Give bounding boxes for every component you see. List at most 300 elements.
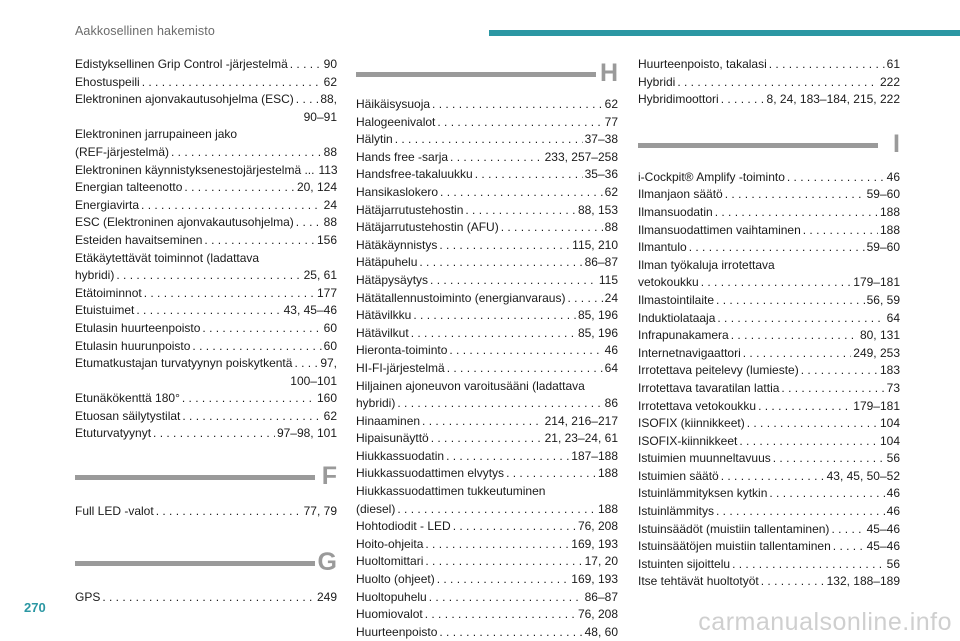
index-term: Elektroninen ajonvakautusohjelma (ESC) (75, 92, 294, 107)
dot-leader (422, 413, 543, 431)
index-term: hybridi) (75, 268, 115, 283)
index-term: Hieronta-toiminto (356, 343, 448, 358)
index-entry (638, 485, 900, 503)
index-entry (356, 465, 618, 483)
entry-heading: Elektroninen jarrupaineen jako (75, 127, 238, 142)
dot-leader (781, 380, 884, 398)
index-entry (638, 415, 900, 433)
dot-leader (447, 360, 603, 378)
index-pages: 188 (879, 222, 900, 237)
header-accent-bar (489, 30, 960, 36)
entry-heading: Ilman työkaluja irrotettava (638, 257, 775, 272)
index-entry (75, 197, 337, 215)
index-term: Istuimien muunneltavuus (638, 451, 771, 466)
index-pages: 115 (598, 272, 618, 287)
index-term: Edistyksellinen Grip Control -järjestelmä (75, 57, 288, 71)
index-entry (356, 96, 618, 114)
index-pages: 24 (604, 290, 618, 305)
index-term: Istuinsäätöjen muistiin tallentaminen (638, 539, 831, 554)
index-term: HI-FI-järjestelmä (356, 360, 445, 375)
header-title: Aakkosellinen hakemisto (75, 24, 215, 38)
index-entry (356, 149, 618, 167)
index-pages: 97, (320, 356, 337, 371)
index-entry (638, 362, 900, 380)
index-entry (356, 272, 618, 290)
index-term: Full LED -valot (75, 504, 154, 519)
index-pages: 76, 208 (577, 519, 618, 534)
index-entry (75, 179, 337, 197)
dot-leader (769, 485, 884, 503)
index-entry (356, 448, 618, 466)
entry-group (75, 144, 337, 250)
entry-group (75, 267, 337, 373)
index-entry (638, 74, 900, 92)
index-term: Elektroninen käynnistyksenestojärjestelmä ... (75, 162, 315, 177)
index-pages: 61 (886, 57, 900, 71)
index-entry (75, 338, 337, 356)
dot-leader (153, 425, 275, 443)
index-term: Istuinlämmityksen kytkin (638, 486, 768, 501)
index-pages: 177 (316, 285, 337, 300)
index-pages: 249, 253 (853, 345, 900, 360)
dot-leader (142, 74, 322, 92)
index-term: Hiukkassuodattimen elvytys (356, 466, 505, 481)
index-entry (75, 91, 337, 109)
index-entry (356, 501, 618, 519)
dot-leader (439, 237, 570, 255)
entry-group (75, 503, 337, 521)
index-entry (638, 573, 900, 591)
dot-leader (290, 56, 322, 74)
dot-leader (425, 606, 576, 624)
index-entry (75, 320, 337, 338)
dot-leader (449, 342, 602, 360)
index-entry (356, 219, 618, 237)
index-pages: 60 (323, 320, 337, 335)
index-pages: 183 (879, 363, 900, 378)
dot-leader (739, 433, 878, 451)
section-rule (638, 143, 878, 148)
index-entry (638, 345, 900, 363)
index-pages: 46 (604, 343, 618, 358)
section-rule (356, 72, 596, 77)
dot-leader (440, 184, 603, 202)
index-pages: 88 (604, 220, 618, 235)
index-term: Istuinten sijoittelu (638, 556, 731, 571)
index-pages: 62 (604, 97, 618, 111)
dot-leader (397, 395, 602, 413)
index-term: Itse tehtävät huoltotyöt (638, 574, 759, 589)
dot-leader (411, 325, 576, 343)
index-entry (638, 521, 900, 539)
index-pages: 88, (320, 92, 337, 107)
section-letter: H (599, 59, 618, 87)
dot-leader (425, 536, 569, 554)
index-term: (REF-järjestelmä) (75, 144, 170, 159)
index-pages: 35–36 (584, 167, 618, 182)
index-term: Huoltopuhelu (356, 589, 427, 604)
index-entry (75, 214, 337, 232)
index-entry (356, 342, 618, 360)
index-term: Induktiolataaja (638, 310, 716, 325)
index-term: Esteiden havaitseminen (75, 232, 203, 247)
index-pages: 86 (604, 396, 618, 411)
index-pages: 169, 193 (571, 536, 618, 551)
index-term: Etumatkustajan turvatyynyn poiskytkentä (75, 356, 293, 371)
index-term: Internetnavigaattori (638, 345, 741, 360)
index-entry (356, 624, 618, 641)
dot-leader (182, 390, 315, 408)
index-entry (75, 589, 337, 607)
index-term: Hiukkassuodatin (356, 448, 445, 463)
index-term: Hansikaslokero (356, 184, 439, 199)
section-header-f (75, 461, 337, 497)
index-entry (638, 380, 900, 398)
index-entry (356, 413, 618, 431)
dot-leader (419, 254, 582, 272)
index-term: Hätäjarrutustehostin (AFU) (356, 220, 499, 235)
dot-leader (432, 96, 603, 114)
dot-leader (429, 589, 583, 607)
dot-leader (395, 131, 583, 149)
index-entry (356, 307, 618, 325)
index-pages: 76, 208 (577, 607, 618, 622)
index-term: Ilmansuodatin (638, 204, 713, 219)
section-rule (75, 561, 315, 566)
dot-leader (437, 114, 602, 132)
watermark: carmanualsonline.info (698, 608, 952, 636)
index-pages: 20, 124 (296, 180, 337, 195)
index-entry (638, 274, 900, 292)
index-pages: 156 (316, 232, 337, 247)
index-pages: 62 (323, 408, 337, 423)
entry-heading: Hiljainen ajoneuvon varoitusääni (ladattava (356, 378, 585, 393)
dot-leader (758, 398, 851, 416)
dot-leader (721, 468, 825, 486)
index-pages: 21, 23–24, 61 (544, 431, 618, 446)
index-entry (356, 571, 618, 589)
entry-heading: Etäkäytettävät toiminnot (ladattava (75, 250, 260, 265)
index-entry (638, 222, 900, 240)
index-entry (638, 91, 900, 109)
index-term: Huolto (ohjeet) (356, 572, 435, 587)
index-pages: 179–181 (853, 398, 900, 413)
index-pages: 77, 79 (303, 504, 337, 519)
index-term: Hätäkäynnistys (356, 237, 438, 252)
index-pages: 179–181 (853, 275, 900, 290)
index-term: Hipaisunäyttö (356, 431, 429, 446)
dot-leader (182, 408, 321, 426)
index-term: Hohtodiodit - LED (356, 519, 451, 534)
index-entry (356, 360, 618, 378)
dot-leader (725, 186, 865, 204)
dot-leader (202, 320, 321, 338)
dot-leader (716, 292, 865, 310)
index-entry (356, 166, 618, 184)
entry-group (638, 169, 900, 257)
index-pages: 188 (879, 204, 900, 219)
entry-group (356, 395, 618, 483)
index-term: Etuistuimet (75, 303, 135, 318)
index-term: Ilmastointilaite (638, 292, 715, 307)
index-pages: 43, 45, 50–52 (826, 468, 900, 483)
index-entry (356, 518, 618, 536)
index-term: Ilmanjaon säätö (638, 187, 723, 202)
index-term: Etulasin huurunpoisto (75, 338, 191, 353)
index-entry (356, 395, 618, 413)
index-pages: 60 (323, 338, 337, 353)
dot-leader (453, 518, 576, 536)
index-pages: 249 (316, 589, 337, 604)
index-pages: 62 (604, 184, 618, 199)
dot-leader (192, 338, 321, 356)
index-pages: 90 (323, 57, 337, 71)
index-pages: 46 (886, 504, 900, 519)
dot-leader (773, 450, 885, 468)
index-term: Hätävilkut (356, 325, 409, 340)
index-pages: 73 (886, 380, 900, 395)
index-pages: 104 (879, 416, 900, 431)
index-column-1 (75, 56, 337, 606)
index-pages: 97–98, 101 (276, 426, 337, 441)
index-term: Hybridi (638, 74, 676, 89)
index-term: Hätävilkku (356, 308, 412, 323)
index-entry (638, 556, 900, 574)
index-entry (356, 430, 618, 448)
index-entry (638, 204, 900, 222)
index-entry (356, 606, 618, 624)
entry-group (75, 589, 337, 607)
entry-group (75, 56, 337, 109)
dot-leader (116, 267, 301, 285)
index-term: Ilmantulo (638, 240, 687, 255)
index-entry (638, 450, 900, 468)
dot-leader (171, 144, 322, 162)
index-term: Etuturvatyynyt (75, 426, 152, 441)
dot-leader (677, 74, 878, 92)
dot-leader (294, 355, 318, 373)
index-term: Huomiovalot (356, 607, 423, 622)
index-term: Huoltomittari (356, 554, 424, 569)
dot-leader (803, 222, 878, 240)
index-entry (356, 536, 618, 554)
index-pages: 85, 196 (577, 325, 618, 340)
index-pages: 17, 20 (584, 554, 618, 569)
index-term: Ilmansuodattimen vaihtaminen (638, 222, 801, 237)
dot-leader (769, 56, 885, 74)
index-pages: 37–38 (584, 132, 618, 147)
index-term: Huurteenpoisto, takalasi (638, 57, 767, 71)
index-term: ISOFIX (kiinnikkeet) (638, 416, 745, 431)
index-term: ESC (Elektroninen ajonvakautusohjelma) (75, 215, 294, 230)
index-pages: 8, 24, 183–184, 215, 222 (766, 92, 900, 107)
index-entry (638, 503, 900, 521)
index-term: Istuimien säätö (638, 468, 719, 483)
index-term: Häikäisysuoja (356, 97, 431, 111)
index-pages: 86–87 (584, 589, 618, 604)
index-term: hybridi) (356, 396, 396, 411)
index-term: Irrotettava vetokoukku (638, 398, 757, 413)
index-pages: 233, 257–258 (544, 149, 618, 164)
index-entry (75, 162, 337, 180)
dot-leader (397, 501, 596, 519)
dot-leader (787, 169, 885, 187)
index-pages: 46 (886, 169, 900, 184)
dot-leader (747, 415, 878, 433)
index-entry (638, 327, 900, 345)
index-pages: 86–87 (584, 255, 618, 270)
index-term: Hälytin (356, 132, 393, 147)
index-entry (638, 538, 900, 556)
page-number: 270 (24, 600, 46, 615)
dot-leader (732, 556, 885, 574)
index-term: Etulasin huurteenpoisto (75, 320, 201, 335)
dot-leader (743, 345, 852, 363)
dot-leader (717, 310, 884, 328)
index-pages: 188 (597, 501, 618, 516)
index-entry (638, 169, 900, 187)
dot-leader (437, 571, 570, 589)
section-letter: G (317, 547, 337, 576)
index-term: Istuinsäädöt (muistiin tallentaminen) (638, 521, 830, 536)
index-pages: 115, 210 (572, 237, 618, 252)
section-rule (75, 475, 315, 480)
index-entry (638, 292, 900, 310)
dot-leader (413, 307, 576, 325)
index-entry (638, 468, 900, 486)
index-term: Hinaaminen (356, 413, 421, 428)
index-entry (638, 433, 900, 451)
index-pages: 214, 216–217 (544, 413, 618, 428)
index-term: Ehostuspeili (75, 74, 140, 89)
index-pages: 88 (323, 144, 337, 159)
index-entry (638, 310, 900, 328)
entry-continuation: 100–101 (290, 373, 337, 388)
dot-leader (136, 302, 281, 320)
index-entry (638, 186, 900, 204)
index-entry (356, 131, 618, 149)
dot-leader (831, 521, 864, 539)
index-pages: 48, 60 (584, 624, 618, 639)
dot-leader (506, 465, 596, 483)
index-term: Etunäkökenttä 180° (75, 391, 180, 406)
index-term: Istuinlämmitys (638, 504, 715, 519)
dot-leader (701, 274, 852, 292)
index-entry (75, 425, 337, 443)
index-pages: 62 (323, 74, 337, 89)
index-pages: 104 (879, 433, 900, 448)
dot-leader (721, 91, 765, 109)
index-pages: 113 (318, 162, 338, 177)
index-pages: 85, 196 (577, 308, 618, 323)
entry-continuation: 90–91 (303, 109, 337, 124)
index-entry (75, 74, 337, 92)
index-pages: 43, 45–46 (283, 303, 337, 318)
index-pages: 56 (886, 556, 900, 571)
index-term: Hätätallennustoiminto (energianvaraus) (356, 290, 566, 305)
index-entry (356, 553, 618, 571)
index-term: Halogeenivalot (356, 114, 436, 129)
dot-leader (761, 573, 825, 591)
dot-leader (204, 232, 315, 250)
index-column-2 (356, 56, 618, 641)
index-term: Huurteenpoisto (356, 624, 438, 639)
dot-leader (450, 149, 543, 167)
index-term: Energian talteenotto (75, 180, 183, 195)
index-pages: 56 (886, 451, 900, 466)
index-term: Hoito-ohjeita (356, 536, 424, 551)
section-header-g (75, 547, 337, 583)
index-entry (356, 254, 618, 272)
dot-leader (184, 179, 295, 197)
index-pages: 132, 188–189 (826, 574, 900, 589)
index-pages: 77 (604, 114, 618, 129)
index-pages: 45–46 (866, 539, 900, 554)
entry-heading: Hiukkassuodattimen tukkeutuminen (356, 484, 546, 499)
index-pages: 188 (597, 466, 618, 481)
dot-leader (425, 553, 582, 571)
dot-leader (689, 239, 865, 257)
dot-leader (296, 91, 319, 109)
index-term: Etuosan säilytystilat (75, 408, 181, 423)
index-pages: 187–188 (571, 448, 618, 463)
index-pages: 56, 59 (866, 292, 900, 307)
index-entry (356, 325, 618, 343)
index-entry (638, 398, 900, 416)
section-letter: I (893, 129, 900, 158)
index-term: i-Cockpit® Amplify -toiminto (638, 169, 785, 184)
index-entry (75, 355, 337, 373)
index-term: Etätoiminnot (75, 285, 142, 300)
section-letter: F (321, 462, 337, 491)
index-term: Hätäpysäytys (356, 272, 429, 287)
index-entry (75, 232, 337, 250)
dot-leader (430, 272, 597, 290)
index-entry (638, 239, 900, 257)
dot-leader (465, 202, 576, 220)
index-term: Hands free -sarja (356, 149, 449, 164)
dot-leader (716, 503, 885, 521)
index-term: Hätäpuhelu (356, 255, 418, 270)
entry-group (356, 96, 618, 378)
index-pages: 160 (316, 391, 337, 406)
dot-leader (296, 214, 322, 232)
index-entry (75, 390, 337, 408)
index-entry (356, 114, 618, 132)
index-entry (356, 290, 618, 308)
entry-group (638, 56, 900, 109)
index-term: ISOFIX-kiinnikkeet (638, 433, 738, 448)
index-entry (75, 503, 337, 521)
index-term: Irrotettava peitelevy (lumieste) (638, 363, 799, 378)
entry-group (638, 274, 900, 591)
dot-leader (144, 285, 315, 303)
dot-leader (141, 197, 322, 215)
index-entry (356, 184, 618, 202)
index-entry (75, 408, 337, 426)
dot-leader (801, 362, 878, 380)
index-entry (75, 267, 337, 285)
index-pages: 59–60 (866, 240, 900, 255)
index-pages: 25, 61 (303, 268, 337, 283)
dot-leader (102, 589, 315, 607)
index-pages: 222 (879, 74, 900, 89)
dot-leader (501, 219, 603, 237)
index-column-3 (638, 56, 900, 591)
index-pages: 24 (323, 197, 337, 212)
index-entry (638, 56, 900, 74)
dot-leader (833, 538, 865, 556)
